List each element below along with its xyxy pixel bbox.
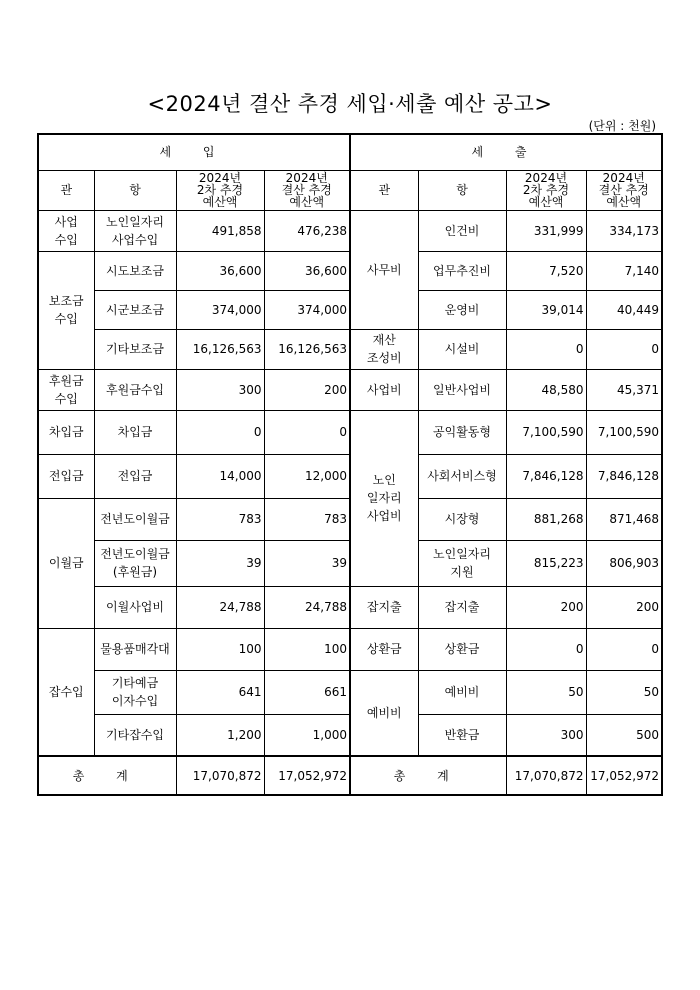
revenue-value-2nd: 783 bbox=[176, 498, 264, 540]
revenue-value-2nd: 24,788 bbox=[176, 586, 264, 628]
revenue-value-2nd: 0 bbox=[176, 410, 264, 454]
revenue-total-final: 17,052,972 bbox=[264, 756, 350, 795]
expense-value-final: 334,173 bbox=[586, 210, 662, 251]
expense-hang-cell: 잡지출 bbox=[418, 586, 506, 628]
expense-hang-cell: 노인일자리 지원 bbox=[418, 540, 506, 586]
expense-value-final: 45,371 bbox=[586, 369, 662, 410]
revenue-hang-cell: 기타보조금 bbox=[94, 329, 176, 369]
expense-gwan-cell: 사무비 bbox=[350, 210, 418, 329]
revenue-value-final: 0 bbox=[264, 410, 350, 454]
expense-value-final: 0 bbox=[586, 329, 662, 369]
expense-hang-cell: 상환금 bbox=[418, 628, 506, 670]
revenue-value-final: 783 bbox=[264, 498, 350, 540]
revenue-value-final: 12,000 bbox=[264, 454, 350, 498]
page-title: <2024년 결산 추경 세입·세출 예산 공고> bbox=[147, 92, 553, 116]
expense-gwan-cell: 재산 조성비 bbox=[350, 329, 418, 369]
revenue-value-2nd: 14,000 bbox=[176, 454, 264, 498]
table-row bbox=[38, 628, 662, 670]
expense-value-final: 7,140 bbox=[586, 251, 662, 290]
revenue-gwan-cell: 보조금 수입 bbox=[38, 251, 94, 369]
revenue-value-final: 374,000 bbox=[264, 290, 350, 329]
expense-value-2nd: 200 bbox=[506, 586, 586, 628]
expense-hang-header: 항 bbox=[418, 170, 506, 210]
revenue-value-2nd: 16,126,563 bbox=[176, 329, 264, 369]
table-row bbox=[38, 410, 662, 454]
expense-value-final: 806,903 bbox=[586, 540, 662, 586]
expense-hang-cell: 사회서비스형 bbox=[418, 454, 506, 498]
revenue-gwan-cell: 차입금 bbox=[38, 410, 94, 454]
revenue-hang-header: 항 bbox=[94, 170, 176, 210]
revenue-value-2nd: 491,858 bbox=[176, 210, 264, 251]
revenue-gwan-cell: 사업 수입 bbox=[38, 210, 94, 251]
revenue-hang-cell: 후원금수입 bbox=[94, 369, 176, 410]
revenue-value-final: 16,126,563 bbox=[264, 329, 350, 369]
revenue-value-final: 476,238 bbox=[264, 210, 350, 251]
revenue-total-label: 총 계 bbox=[38, 756, 176, 795]
revenue-section-header: 세 입 bbox=[38, 134, 350, 170]
expense-value-2nd: 0 bbox=[506, 329, 586, 369]
revenue-gwan-cell: 전입금 bbox=[38, 454, 94, 498]
table-row bbox=[38, 586, 662, 628]
revenue-value-2nd: 39 bbox=[176, 540, 264, 586]
expense-value-final: 40,449 bbox=[586, 290, 662, 329]
table-row bbox=[38, 670, 662, 714]
revenue-gwan-cell: 이월금 bbox=[38, 498, 94, 628]
expense-value-final: 871,468 bbox=[586, 498, 662, 540]
revenue-2nd-budget-header: 2024년 2차 추경 예산액 bbox=[176, 170, 264, 210]
revenue-hang-cell: 전년도이월금 bbox=[94, 498, 176, 540]
revenue-final-budget-header: 2024년 결산 추경 예산액 bbox=[264, 170, 350, 210]
table-row bbox=[38, 329, 662, 369]
expense-value-final: 7,100,590 bbox=[586, 410, 662, 454]
revenue-value-final: 36,600 bbox=[264, 251, 350, 290]
budget-table bbox=[37, 133, 663, 796]
expense-gwan-cell: 예비비 bbox=[350, 670, 418, 756]
expense-2nd-budget-header: 2024년 2차 추경 예산액 bbox=[506, 170, 586, 210]
expense-value-final: 50 bbox=[586, 670, 662, 714]
expense-hang-cell: 인건비 bbox=[418, 210, 506, 251]
revenue-value-2nd: 641 bbox=[176, 670, 264, 714]
revenue-value-final: 24,788 bbox=[264, 586, 350, 628]
revenue-hang-cell: 시군보조금 bbox=[94, 290, 176, 329]
revenue-value-2nd: 1,200 bbox=[176, 714, 264, 756]
expense-value-2nd: 50 bbox=[506, 670, 586, 714]
revenue-hang-cell: 노인일자리 사업수입 bbox=[94, 210, 176, 251]
expense-value-2nd: 300 bbox=[506, 714, 586, 756]
revenue-hang-cell: 이월사업비 bbox=[94, 586, 176, 628]
expense-hang-cell: 시설비 bbox=[418, 329, 506, 369]
expense-value-2nd: 815,223 bbox=[506, 540, 586, 586]
table-row bbox=[38, 369, 662, 410]
expense-gwan-cell: 상환금 bbox=[350, 628, 418, 670]
expense-value-final: 0 bbox=[586, 628, 662, 670]
expense-value-final: 500 bbox=[586, 714, 662, 756]
revenue-value-final: 100 bbox=[264, 628, 350, 670]
revenue-gwan-cell: 잡수입 bbox=[38, 628, 94, 756]
table-row bbox=[38, 210, 662, 251]
revenue-value-final: 200 bbox=[264, 369, 350, 410]
revenue-hang-cell: 물용품매각대 bbox=[94, 628, 176, 670]
revenue-value-final: 661 bbox=[264, 670, 350, 714]
expense-total-label: 총 계 bbox=[350, 756, 506, 795]
expense-total-2nd: 17,070,872 bbox=[506, 756, 586, 795]
revenue-hang-cell: 시도보조금 bbox=[94, 251, 176, 290]
revenue-hang-cell: 차입금 bbox=[94, 410, 176, 454]
revenue-value-2nd: 36,600 bbox=[176, 251, 264, 290]
total-row bbox=[38, 756, 662, 795]
expense-value-2nd: 0 bbox=[506, 628, 586, 670]
expense-hang-cell: 공익활동형 bbox=[418, 410, 506, 454]
revenue-value-2nd: 300 bbox=[176, 369, 264, 410]
expense-hang-cell: 시장형 bbox=[418, 498, 506, 540]
expense-value-2nd: 881,268 bbox=[506, 498, 586, 540]
revenue-hang-cell: 기타잡수입 bbox=[94, 714, 176, 756]
expense-gwan-cell: 노인 일자리 사업비 bbox=[350, 410, 418, 586]
expense-hang-cell: 반환금 bbox=[418, 714, 506, 756]
expense-gwan-cell: 사업비 bbox=[350, 369, 418, 410]
expense-gwan-cell: 잡지출 bbox=[350, 586, 418, 628]
revenue-hang-cell: 전입금 bbox=[94, 454, 176, 498]
expense-total-final: 17,052,972 bbox=[586, 756, 662, 795]
revenue-gwan-header: 관 bbox=[38, 170, 94, 210]
expense-hang-cell: 업무추진비 bbox=[418, 251, 506, 290]
expense-final-budget-header: 2024년 결산 추경 예산액 bbox=[586, 170, 662, 210]
expense-hang-cell: 예비비 bbox=[418, 670, 506, 714]
revenue-hang-cell: 전년도이월금 (후원금) bbox=[94, 540, 176, 586]
revenue-total-2nd: 17,070,872 bbox=[176, 756, 264, 795]
unit-label: (단위 : 천원) bbox=[588, 119, 656, 133]
expense-value-2nd: 39,014 bbox=[506, 290, 586, 329]
expense-value-2nd: 7,100,590 bbox=[506, 410, 586, 454]
expense-value-2nd: 331,999 bbox=[506, 210, 586, 251]
expense-value-final: 200 bbox=[586, 586, 662, 628]
expense-value-final: 7,846,128 bbox=[586, 454, 662, 498]
expense-hang-cell: 일반사업비 bbox=[418, 369, 506, 410]
expense-value-2nd: 7,520 bbox=[506, 251, 586, 290]
revenue-value-final: 39 bbox=[264, 540, 350, 586]
revenue-gwan-cell: 후원금 수입 bbox=[38, 369, 94, 410]
expense-hang-cell: 운영비 bbox=[418, 290, 506, 329]
revenue-value-2nd: 100 bbox=[176, 628, 264, 670]
revenue-value-final: 1,000 bbox=[264, 714, 350, 756]
expense-gwan-header: 관 bbox=[350, 170, 418, 210]
expense-value-2nd: 48,580 bbox=[506, 369, 586, 410]
revenue-value-2nd: 374,000 bbox=[176, 290, 264, 329]
expense-value-2nd: 7,846,128 bbox=[506, 454, 586, 498]
expenditure-section-header: 세 출 bbox=[350, 134, 662, 170]
revenue-hang-cell: 기타예금 이자수입 bbox=[94, 670, 176, 714]
